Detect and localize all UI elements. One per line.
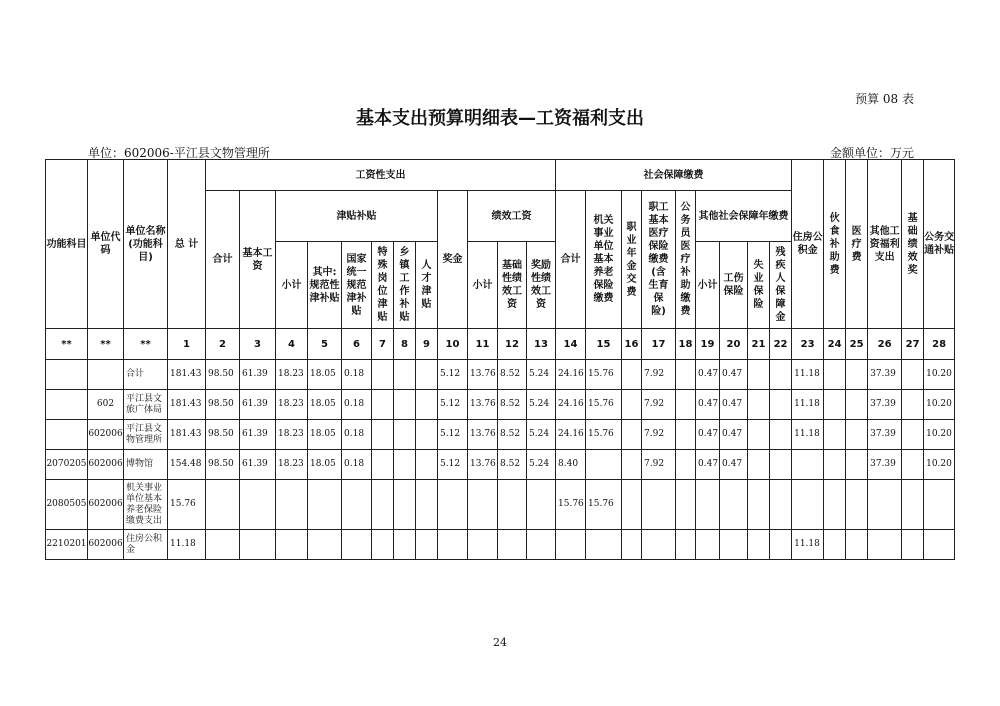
col-pension-text: 机关事业单位基本养老保险缴费 <box>593 215 614 304</box>
table-cell <box>498 530 527 560</box>
col-allowance-group: 津贴补贴 <box>276 191 438 242</box>
table-cell: 8.52 <box>498 420 527 450</box>
table-cell: 181.43 <box>168 420 206 450</box>
table-cell <box>498 480 527 530</box>
table-cell: 181.43 <box>168 360 206 390</box>
table-cell: 0.47 <box>696 420 720 450</box>
table-cell <box>902 480 924 530</box>
table-cell: 7.92 <box>642 420 676 450</box>
table-cell <box>46 360 88 390</box>
table-cell <box>846 360 868 390</box>
column-number: ** <box>88 329 124 360</box>
table-cell <box>372 390 394 420</box>
column-number: 6 <box>342 329 372 360</box>
column-number: 10 <box>438 329 468 360</box>
col-perf-basic: 基础性绩效工资 <box>498 242 527 329</box>
table-cell <box>824 360 846 390</box>
column-number: 23 <box>792 329 824 360</box>
table-cell <box>792 450 824 480</box>
table-cell: 8.52 <box>498 360 527 390</box>
table-cell <box>372 360 394 390</box>
table-cell <box>416 450 438 480</box>
table-cell <box>416 390 438 420</box>
col-social-group: 社会保障缴费 <box>556 160 792 191</box>
table-row <box>46 420 955 450</box>
table-cell: 0.18 <box>342 450 372 480</box>
table-cell: 0.47 <box>696 390 720 420</box>
table-cell: 5.12 <box>438 390 468 420</box>
table-cell <box>770 450 792 480</box>
table-cell: 5.24 <box>527 390 556 420</box>
table-cell: 15.76 <box>586 480 622 530</box>
table-cell: 18.05 <box>308 450 342 480</box>
table-cell <box>206 480 240 530</box>
table-cell: 98.50 <box>206 450 240 480</box>
table-cell <box>676 390 696 420</box>
table-cell <box>846 450 868 480</box>
table-cell <box>372 530 394 560</box>
table-cell <box>394 390 416 420</box>
table-cell: 10.20 <box>924 360 955 390</box>
col-disabled <box>770 242 792 329</box>
col-annuity <box>622 191 642 329</box>
table-cell <box>824 530 846 560</box>
table-cell: 37.39 <box>868 420 902 450</box>
table-cell: 0.47 <box>696 450 720 480</box>
table-cell: 11.18 <box>792 420 824 450</box>
table-cell <box>748 530 770 560</box>
table-cell <box>748 390 770 420</box>
table-cell <box>276 530 308 560</box>
table-cell <box>824 480 846 530</box>
col-civil-med <box>676 191 696 329</box>
page-number: 24 <box>493 636 507 649</box>
table-cell <box>868 530 902 560</box>
table-cell: 博物馆 <box>124 450 168 480</box>
table-cell <box>276 480 308 530</box>
table-cell <box>416 480 438 530</box>
table-cell <box>696 480 720 530</box>
column-number: 28 <box>924 329 955 360</box>
table-cell <box>902 360 924 390</box>
col-unemp <box>748 242 770 329</box>
table-cell <box>416 530 438 560</box>
col-other-social-group: 其他社会保障年缴费 <box>696 191 792 242</box>
column-number: 7 <box>372 329 394 360</box>
table-cell: 0.18 <box>342 420 372 450</box>
table-cell: 24.16 <box>556 360 586 390</box>
table-cell <box>748 420 770 450</box>
col-annuity-text: 职业年金交费 <box>626 221 637 298</box>
table-cell <box>438 530 468 560</box>
col-name: 单位名称(功能科目) <box>124 160 168 329</box>
table-cell: 18.23 <box>276 390 308 420</box>
table-cell <box>676 420 696 450</box>
table-cell: 18.05 <box>308 360 342 390</box>
table-cell <box>394 360 416 390</box>
table-cell: 0.47 <box>720 390 748 420</box>
unit-label: 单位：602006-平江县文物管理所 <box>88 146 270 160</box>
table-cell <box>622 530 642 560</box>
table-cell <box>240 480 276 530</box>
table-cell <box>416 360 438 390</box>
column-number: 20 <box>720 329 748 360</box>
table-cell: 13.76 <box>468 450 498 480</box>
col-allow-subtotal: 小计 <box>276 242 308 329</box>
column-number-row <box>46 329 955 360</box>
table-cell <box>676 360 696 390</box>
col-town-text: 乡镇工作补贴 <box>399 247 410 323</box>
table-cell: 合计 <box>124 360 168 390</box>
table-cell: 0.47 <box>720 450 748 480</box>
table-cell <box>308 530 342 560</box>
amount-unit-label: 金额单位：万元 <box>829 146 914 160</box>
table-cell <box>206 530 240 560</box>
column-number: 24 <box>824 329 846 360</box>
table-cell: 10.20 <box>924 450 955 480</box>
col-base-perf <box>902 160 924 329</box>
column-number: ** <box>46 329 88 360</box>
col-unified <box>342 242 372 329</box>
table-cell: 24.16 <box>556 420 586 450</box>
table-cell <box>824 450 846 480</box>
table-cell <box>770 530 792 560</box>
col-base-perf-text: 基础绩效奖 <box>907 212 918 276</box>
table-row <box>46 450 955 480</box>
table-cell <box>676 480 696 530</box>
table-cell <box>696 530 720 560</box>
col-injury: 工伤保险 <box>720 242 748 329</box>
table-cell: 10.20 <box>924 420 955 450</box>
table-cell <box>394 420 416 450</box>
table-cell <box>792 480 824 530</box>
table-row <box>46 360 955 390</box>
table-cell <box>308 480 342 530</box>
table-cell <box>846 420 868 450</box>
table-cell: 24.16 <box>556 390 586 420</box>
table-cell <box>924 480 955 530</box>
col-unified-text: 国家统一规范津补贴 <box>346 253 367 317</box>
form-number: 预算 08 表 <box>855 92 914 106</box>
table-cell: 13.76 <box>468 390 498 420</box>
col-func: 功能科目 <box>46 160 88 329</box>
column-number: 11 <box>468 329 498 360</box>
col-bonus: 奖金 <box>438 191 468 329</box>
table-cell: 18.23 <box>276 360 308 390</box>
table-cell <box>748 450 770 480</box>
table-row <box>46 480 955 530</box>
col-civil-med-text: 公务员医疗补助缴费 <box>680 202 691 317</box>
col-social-sum: 合计 <box>556 191 586 329</box>
table-cell: 98.50 <box>206 360 240 390</box>
budget-table <box>45 159 955 560</box>
table-cell: 15.76 <box>586 360 622 390</box>
table-cell <box>748 360 770 390</box>
table-cell <box>748 480 770 530</box>
table-cell <box>720 480 748 530</box>
table-cell <box>770 480 792 530</box>
column-number: 16 <box>622 329 642 360</box>
table-cell <box>642 530 676 560</box>
table-cell: 7.92 <box>642 390 676 420</box>
col-meal <box>824 160 846 329</box>
col-pension <box>586 191 622 329</box>
table-cell: 5.24 <box>527 360 556 390</box>
table-cell: 13.76 <box>468 360 498 390</box>
table-cell: 11.18 <box>168 530 206 560</box>
col-code: 单位代码 <box>88 160 124 329</box>
table-cell: 154.48 <box>168 450 206 480</box>
table-cell: 15.76 <box>168 480 206 530</box>
table-cell <box>924 530 955 560</box>
col-med-fee-text: 医疗费 <box>851 225 862 263</box>
table-cell <box>88 360 124 390</box>
table-cell: 0.18 <box>342 390 372 420</box>
column-number: ** <box>124 329 168 360</box>
col-wage-sum: 合计 <box>206 191 240 329</box>
table-cell <box>556 530 586 560</box>
table-cell: 602006 <box>88 480 124 530</box>
table-cell <box>770 390 792 420</box>
table-cell: 602006 <box>88 420 124 450</box>
table-cell <box>824 390 846 420</box>
column-number: 17 <box>642 329 676 360</box>
table-cell: 0.47 <box>696 360 720 390</box>
table-cell <box>622 390 642 420</box>
table-cell: 18.23 <box>276 420 308 450</box>
table-cell: 15.76 <box>586 420 622 450</box>
table-cell: 61.39 <box>240 390 276 420</box>
table-body <box>46 360 955 560</box>
table-cell: 61.39 <box>240 450 276 480</box>
table-cell <box>586 530 622 560</box>
col-post <box>372 242 394 329</box>
column-number: 22 <box>770 329 792 360</box>
table-cell: 7.92 <box>642 450 676 480</box>
table-cell: 37.39 <box>868 390 902 420</box>
column-number: 2 <box>206 329 240 360</box>
table-cell: 8.52 <box>498 390 527 420</box>
table-cell <box>438 480 468 530</box>
table-cell <box>622 480 642 530</box>
col-other-welfare: 其他工资福利支出 <box>868 160 902 329</box>
table-cell: 37.39 <box>868 450 902 480</box>
table-cell <box>527 480 556 530</box>
table-cell: 5.12 <box>438 420 468 450</box>
table-cell: 61.39 <box>240 360 276 390</box>
table-cell: 18.05 <box>308 420 342 450</box>
table-cell: 平江县文旅广体局 <box>124 390 168 420</box>
col-meal-text: 伙食补助费 <box>829 212 840 276</box>
table-cell <box>824 420 846 450</box>
table-cell: 0.47 <box>720 360 748 390</box>
col-wage-group: 工资性支出 <box>206 160 556 191</box>
col-total: 总 计 <box>168 160 206 329</box>
table-cell <box>622 450 642 480</box>
table-cell <box>394 480 416 530</box>
table-cell: 8.52 <box>498 450 527 480</box>
table-cell <box>416 420 438 450</box>
col-medical-text: 职工基本医疗保险缴费(含生育保险) <box>648 202 669 317</box>
col-medical <box>642 191 676 329</box>
table-cell <box>342 530 372 560</box>
col-transport: 公务交通补贴 <box>924 160 955 329</box>
column-number: 4 <box>276 329 308 360</box>
table-cell: 11.18 <box>792 390 824 420</box>
column-number: 26 <box>868 329 902 360</box>
col-talent <box>416 242 438 329</box>
column-number: 21 <box>748 329 770 360</box>
table-cell: 2070205 <box>46 450 88 480</box>
table-cell <box>770 420 792 450</box>
table-cell: 8.40 <box>556 450 586 480</box>
table-cell <box>902 390 924 420</box>
table-cell <box>846 530 868 560</box>
column-number: 1 <box>168 329 206 360</box>
table-cell: 15.76 <box>586 390 622 420</box>
col-disabled-text: 残疾人保障金 <box>775 247 786 323</box>
table-cell <box>902 420 924 450</box>
table-cell: 602006 <box>88 450 124 480</box>
column-number: 14 <box>556 329 586 360</box>
col-town <box>394 242 416 329</box>
table-cell <box>642 480 676 530</box>
table-cell <box>468 530 498 560</box>
column-number: 25 <box>846 329 868 360</box>
table-cell: 5.12 <box>438 450 468 480</box>
table-cell <box>902 450 924 480</box>
column-number: 13 <box>527 329 556 360</box>
table-cell: 5.24 <box>527 420 556 450</box>
table-cell: 98.50 <box>206 420 240 450</box>
table-cell <box>868 480 902 530</box>
col-housing: 住房公积金 <box>792 160 824 329</box>
column-number: 5 <box>308 329 342 360</box>
table-cell: 机关事业单位基本养老保险缴费支出 <box>124 480 168 530</box>
table-cell <box>46 390 88 420</box>
table-cell <box>720 530 748 560</box>
table-cell: 11.18 <box>792 530 824 560</box>
table-cell: 602006 <box>88 530 124 560</box>
table-cell: 13.76 <box>468 420 498 450</box>
table-cell: 98.50 <box>206 390 240 420</box>
table-cell: 0.18 <box>342 360 372 390</box>
table-cell: 0.47 <box>720 420 748 450</box>
table-cell: 602 <box>88 390 124 420</box>
table-cell: 61.39 <box>240 420 276 450</box>
column-number: 27 <box>902 329 924 360</box>
table-cell <box>676 450 696 480</box>
table-cell <box>240 530 276 560</box>
table-cell <box>372 450 394 480</box>
table-cell: 15.76 <box>556 480 586 530</box>
table-cell <box>372 480 394 530</box>
column-number: 12 <box>498 329 527 360</box>
table-cell <box>394 450 416 480</box>
header-row-1 <box>46 160 955 191</box>
column-number: 8 <box>394 329 416 360</box>
table-cell <box>676 530 696 560</box>
col-med-fee <box>846 160 868 329</box>
table-cell: 5.24 <box>527 450 556 480</box>
table-cell <box>902 530 924 560</box>
table-cell: 18.23 <box>276 450 308 480</box>
col-norm: 其中:规范性津补贴 <box>308 242 342 329</box>
table-cell: 2210201 <box>46 530 88 560</box>
table-cell: 平江县文物管理所 <box>124 420 168 450</box>
col-perf-reward: 奖励性绩效工资 <box>527 242 556 329</box>
table-cell: 7.92 <box>642 360 676 390</box>
table-cell <box>622 360 642 390</box>
table-cell: 5.12 <box>438 360 468 390</box>
table-cell <box>586 450 622 480</box>
table-cell <box>394 530 416 560</box>
table-cell: 181.43 <box>168 390 206 420</box>
table-cell <box>468 480 498 530</box>
col-talent-text: 人才津贴 <box>421 260 432 310</box>
table-cell: 37.39 <box>868 360 902 390</box>
table-cell: 住房公积金 <box>124 530 168 560</box>
table-cell: 11.18 <box>792 360 824 390</box>
col-unemp-text: 失业保险 <box>753 260 764 310</box>
column-number: 19 <box>696 329 720 360</box>
table-cell: 10.20 <box>924 390 955 420</box>
col-post-text: 特殊岗位津贴 <box>377 247 388 323</box>
page-title: 基本支出预算明细表—工资福利支出 <box>356 108 644 129</box>
table-cell <box>846 480 868 530</box>
table-cell <box>622 420 642 450</box>
column-number: 9 <box>416 329 438 360</box>
col-perf-subtotal: 小计 <box>468 242 498 329</box>
table-cell <box>372 420 394 450</box>
column-number: 18 <box>676 329 696 360</box>
table-cell: 2080505 <box>46 480 88 530</box>
table-cell <box>770 360 792 390</box>
table-row <box>46 390 955 420</box>
table-cell <box>527 530 556 560</box>
table-cell <box>342 480 372 530</box>
table-row <box>46 530 955 560</box>
col-perf-group: 绩效工资 <box>468 191 556 242</box>
col-basic: 基本工资 <box>240 191 276 329</box>
table-cell <box>846 390 868 420</box>
column-number: 3 <box>240 329 276 360</box>
table-cell: 18.05 <box>308 390 342 420</box>
col-other-subtotal: 小计 <box>696 242 720 329</box>
column-number: 15 <box>586 329 622 360</box>
table-cell <box>46 420 88 450</box>
